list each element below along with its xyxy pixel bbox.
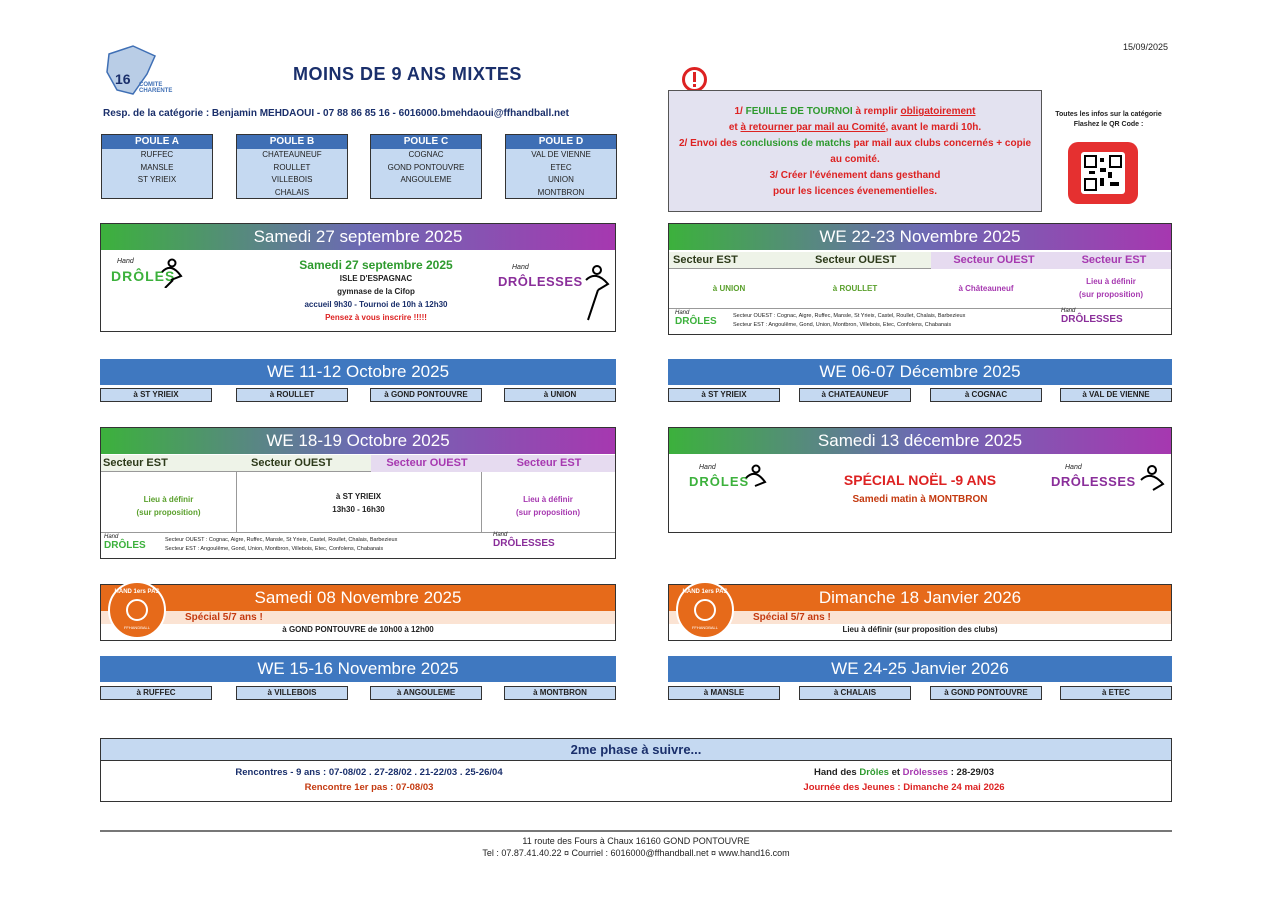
slot: à GOND PONTOUVRE (370, 388, 482, 402)
team-name: CHATEAUNEUF (262, 150, 322, 159)
droles-logo: Hand DRÔLES (105, 258, 180, 300)
warning-icon (681, 66, 708, 93)
place-union: à UNION (712, 284, 746, 293)
poule-b-title: POULE B (237, 135, 347, 149)
event-dec06-title: WE 06-07 Décembre 2025 (668, 359, 1172, 385)
poule-a (101, 134, 213, 199)
droles-logo: Hand DRÔLES (687, 464, 767, 506)
page-title: MOINS DE 9 ANS MIXTES (293, 64, 522, 84)
event-title: Dimanche 18 Janvier 2026 (669, 585, 1171, 611)
place-tbd: Lieu à définir (sur proposition) (516, 495, 580, 517)
slot: à ETEC (1060, 686, 1172, 700)
event-oct11-title: WE 11-12 Octobre 2025 (100, 359, 616, 385)
sector-label: Secteur EST (483, 455, 615, 472)
qr-code-icon[interactable] (1068, 142, 1138, 204)
sector-label: Secteur OUEST (371, 455, 483, 472)
team-name: VILLEBOIS (271, 175, 313, 184)
slot: à UNION (504, 388, 616, 402)
place-chateauneuf: à Châteauneuf (958, 284, 1014, 293)
sector-label: Secteur OUEST (815, 254, 897, 266)
poule-a-title: POULE A (102, 135, 212, 149)
event-place: à GOND PONTOUVRE de 10h00 à 12h00 (282, 625, 434, 634)
drolesses-logo: Hand DRÔLESSES (496, 264, 614, 324)
event-title: Samedi 13 décembre 2025 (669, 428, 1171, 454)
slot: à GOND PONTOUVRE (930, 686, 1042, 700)
event-oct18 (100, 427, 616, 559)
slot: à RUFFEC (100, 686, 212, 700)
event-nov15-title: WE 15-16 Novembre 2025 (100, 656, 616, 682)
drolesses-logo: Hand DRÔLESSES (493, 532, 555, 549)
event-jan24-title: WE 24-25 Janvier 2026 (668, 656, 1172, 682)
rencontres: Rencontres - 9 ans : 07-08/02 . 27-28/02 . 21-22/03 . 25-26/04 (235, 767, 503, 778)
category-responsible: Resp. de la catégorie : Benjamin MEHDAOUI - 07 88 86 85 16 - 6016000.bmehdaoui@ffhandball.net (103, 108, 570, 119)
team-name: ETEC (550, 162, 572, 172)
special-label: Spécial 5/7 ans ! (101, 611, 615, 624)
place-st-yrieix: à ST YRIEIX 13h30 - 16h30 (332, 492, 385, 514)
sector-label: Secteur OUEST (251, 457, 333, 469)
phase-two (100, 738, 1172, 802)
slot: à ANGOULEME (370, 686, 482, 700)
doc-date: 15/09/2025 (1123, 42, 1169, 52)
event-details: Samedi 27 septembre 2025 ISLE D'ESPAGNAC gymnase de la Cifop accueil 9h30 - Tournoi de 10h à 12h30 Pensez à vous inscrire !!!!! (299, 258, 453, 322)
slot: à ROULLET (236, 388, 348, 402)
team-name: RUFFEC (140, 150, 174, 159)
sector-label: Secteur EST (1057, 252, 1171, 269)
slot: à VILLEBOIS (236, 686, 348, 700)
hand-des-droles: Hand des Drôles et Drôlesses : 28-29/03 (813, 767, 995, 778)
poule-c-title: POULE C (371, 135, 481, 149)
slot: à CHATEAUNEUF (799, 388, 911, 402)
slot: à MANSLE (668, 686, 780, 700)
event-title: WE 22-23 Novembre 2025 (669, 224, 1171, 250)
footer-contact: Tel : 07.87.41.40.22 ¤ Courriel : 6016000@ffhandball.net ¤ www.hand16.com (482, 848, 790, 858)
sector-label: Secteur OUEST (931, 252, 1057, 269)
secteur-est-list: Secteur EST : Angoulême, Gond, Union, Montbron, Villebois, Etec, Confolens, Chabanais (733, 322, 952, 328)
secteur-ouest-list: Secteur OUEST : Cognac, Aigre, Ruffec, Mansle, St Yrieix, Castel, Roullet, Chalais, Barbezieux (733, 313, 966, 319)
event-dec13 (668, 427, 1172, 533)
secteur-est-list: Secteur EST : Angoulême, Gond, Union, Montbron, Villebois, Etec, Confolens, Chabanais (165, 546, 384, 552)
drolesses-logo: Hand DRÔLESSES (1049, 464, 1167, 506)
poule-d-title: POULE D (506, 135, 616, 149)
event-nov22 (668, 223, 1172, 335)
journee-des-jeunes: Journée des Jeunes : Dimanche 24 mai 2026 (803, 782, 1005, 793)
team-name: VAL DE VIENNE (531, 150, 591, 159)
event-sep27 (100, 223, 616, 332)
event-place: Lieu à définir (sur proposition des clubs) (842, 625, 998, 634)
team-name: ST YRIEIX (137, 175, 177, 184)
team-name: MONTBRON (537, 187, 585, 197)
place-tbd: Lieu à définir (sur proposition) (136, 495, 201, 517)
footer (100, 835, 1172, 859)
event-nov08 (100, 584, 616, 641)
team-name: ANGOULEME (400, 175, 452, 184)
slot: à MONTBRON (504, 686, 616, 700)
rencontre-1er-pas: Rencontre 1er pas : 07-08/03 (304, 782, 434, 793)
hand-1ers-pas-logo: HAND 1ers PAS FFHANDBALL (676, 581, 734, 639)
team-name: UNION (548, 175, 574, 184)
drolesses-logo: Hand DRÔLESSES (1061, 308, 1123, 325)
team-name: GOND PONTOUVRE (387, 162, 465, 172)
poule-b (236, 134, 348, 199)
qr-info: Toutes les infos sur la catégorie Flashez le QR Code : (1055, 111, 1162, 128)
team-name: ROULLET (273, 162, 311, 172)
place-tbd: Lieu à définir (sur proposition) (1079, 277, 1143, 299)
event-jan18 (668, 584, 1172, 641)
secteur-ouest-list: Secteur OUEST : Cognac, Aigre, Ruffec, Mansle, St Yrieix, Castel, Roullet, Chalais, Barbezieux (165, 537, 398, 543)
droles-logo: Hand DRÔLES (675, 310, 717, 327)
phase-title: 2me phase à suivre... (101, 739, 1171, 761)
event-details: SPÉCIAL NOËL -9 ANS Samedi matin à MONTBRON (843, 472, 997, 505)
place-roullet: à ROULLET (832, 284, 878, 293)
event-title: Samedi 27 septembre 2025 (101, 224, 615, 250)
slot: à COGNAC (930, 388, 1042, 402)
special-label: Spécial 5/7 ans ! (669, 611, 1171, 624)
event-title: WE 18-19 Octobre 2025 (101, 428, 615, 454)
logo-text: COMITE CHARENTE (139, 82, 173, 94)
sector-label: Secteur EST (103, 457, 168, 469)
tournament-instructions: 1/ FEUILLE DE TOURNOI à remplir obligatoirement et à retourner par mail au Comité, avant le mardi 10h. 2/ Envoi des conclusions de matchs par mail aux clubs concernés + copie au comité. 3/ Créer l'événement dans gesthand pour les licences évenementielles. (668, 90, 1042, 212)
sector-label: Secteur EST (673, 254, 738, 266)
poule-c (370, 134, 482, 199)
slot: à VAL DE VIENNE (1060, 388, 1172, 402)
event-title: Samedi 08 Novembre 2025 (101, 585, 615, 611)
slot: à ST YRIEIX (668, 388, 780, 402)
slot: à CHALAIS (799, 686, 911, 700)
team-name: CHALAIS (274, 187, 310, 197)
svg-text:16: 16 (115, 71, 131, 87)
droles-logo: Hand DRÔLES (104, 534, 146, 551)
slot: à ST YRIEIX (100, 388, 212, 402)
hand-1ers-pas-logo: HAND 1ers PAS FFHANDBALL (108, 581, 166, 639)
footer-address: 11 route des Fours à Chaux 16160 GOND PONTOUVRE (522, 836, 750, 846)
poule-d (505, 134, 617, 199)
team-name: MANSLE (140, 162, 174, 172)
team-name: COGNAC (408, 150, 444, 159)
footer-divider (100, 830, 1172, 832)
comite-logo (103, 44, 178, 100)
